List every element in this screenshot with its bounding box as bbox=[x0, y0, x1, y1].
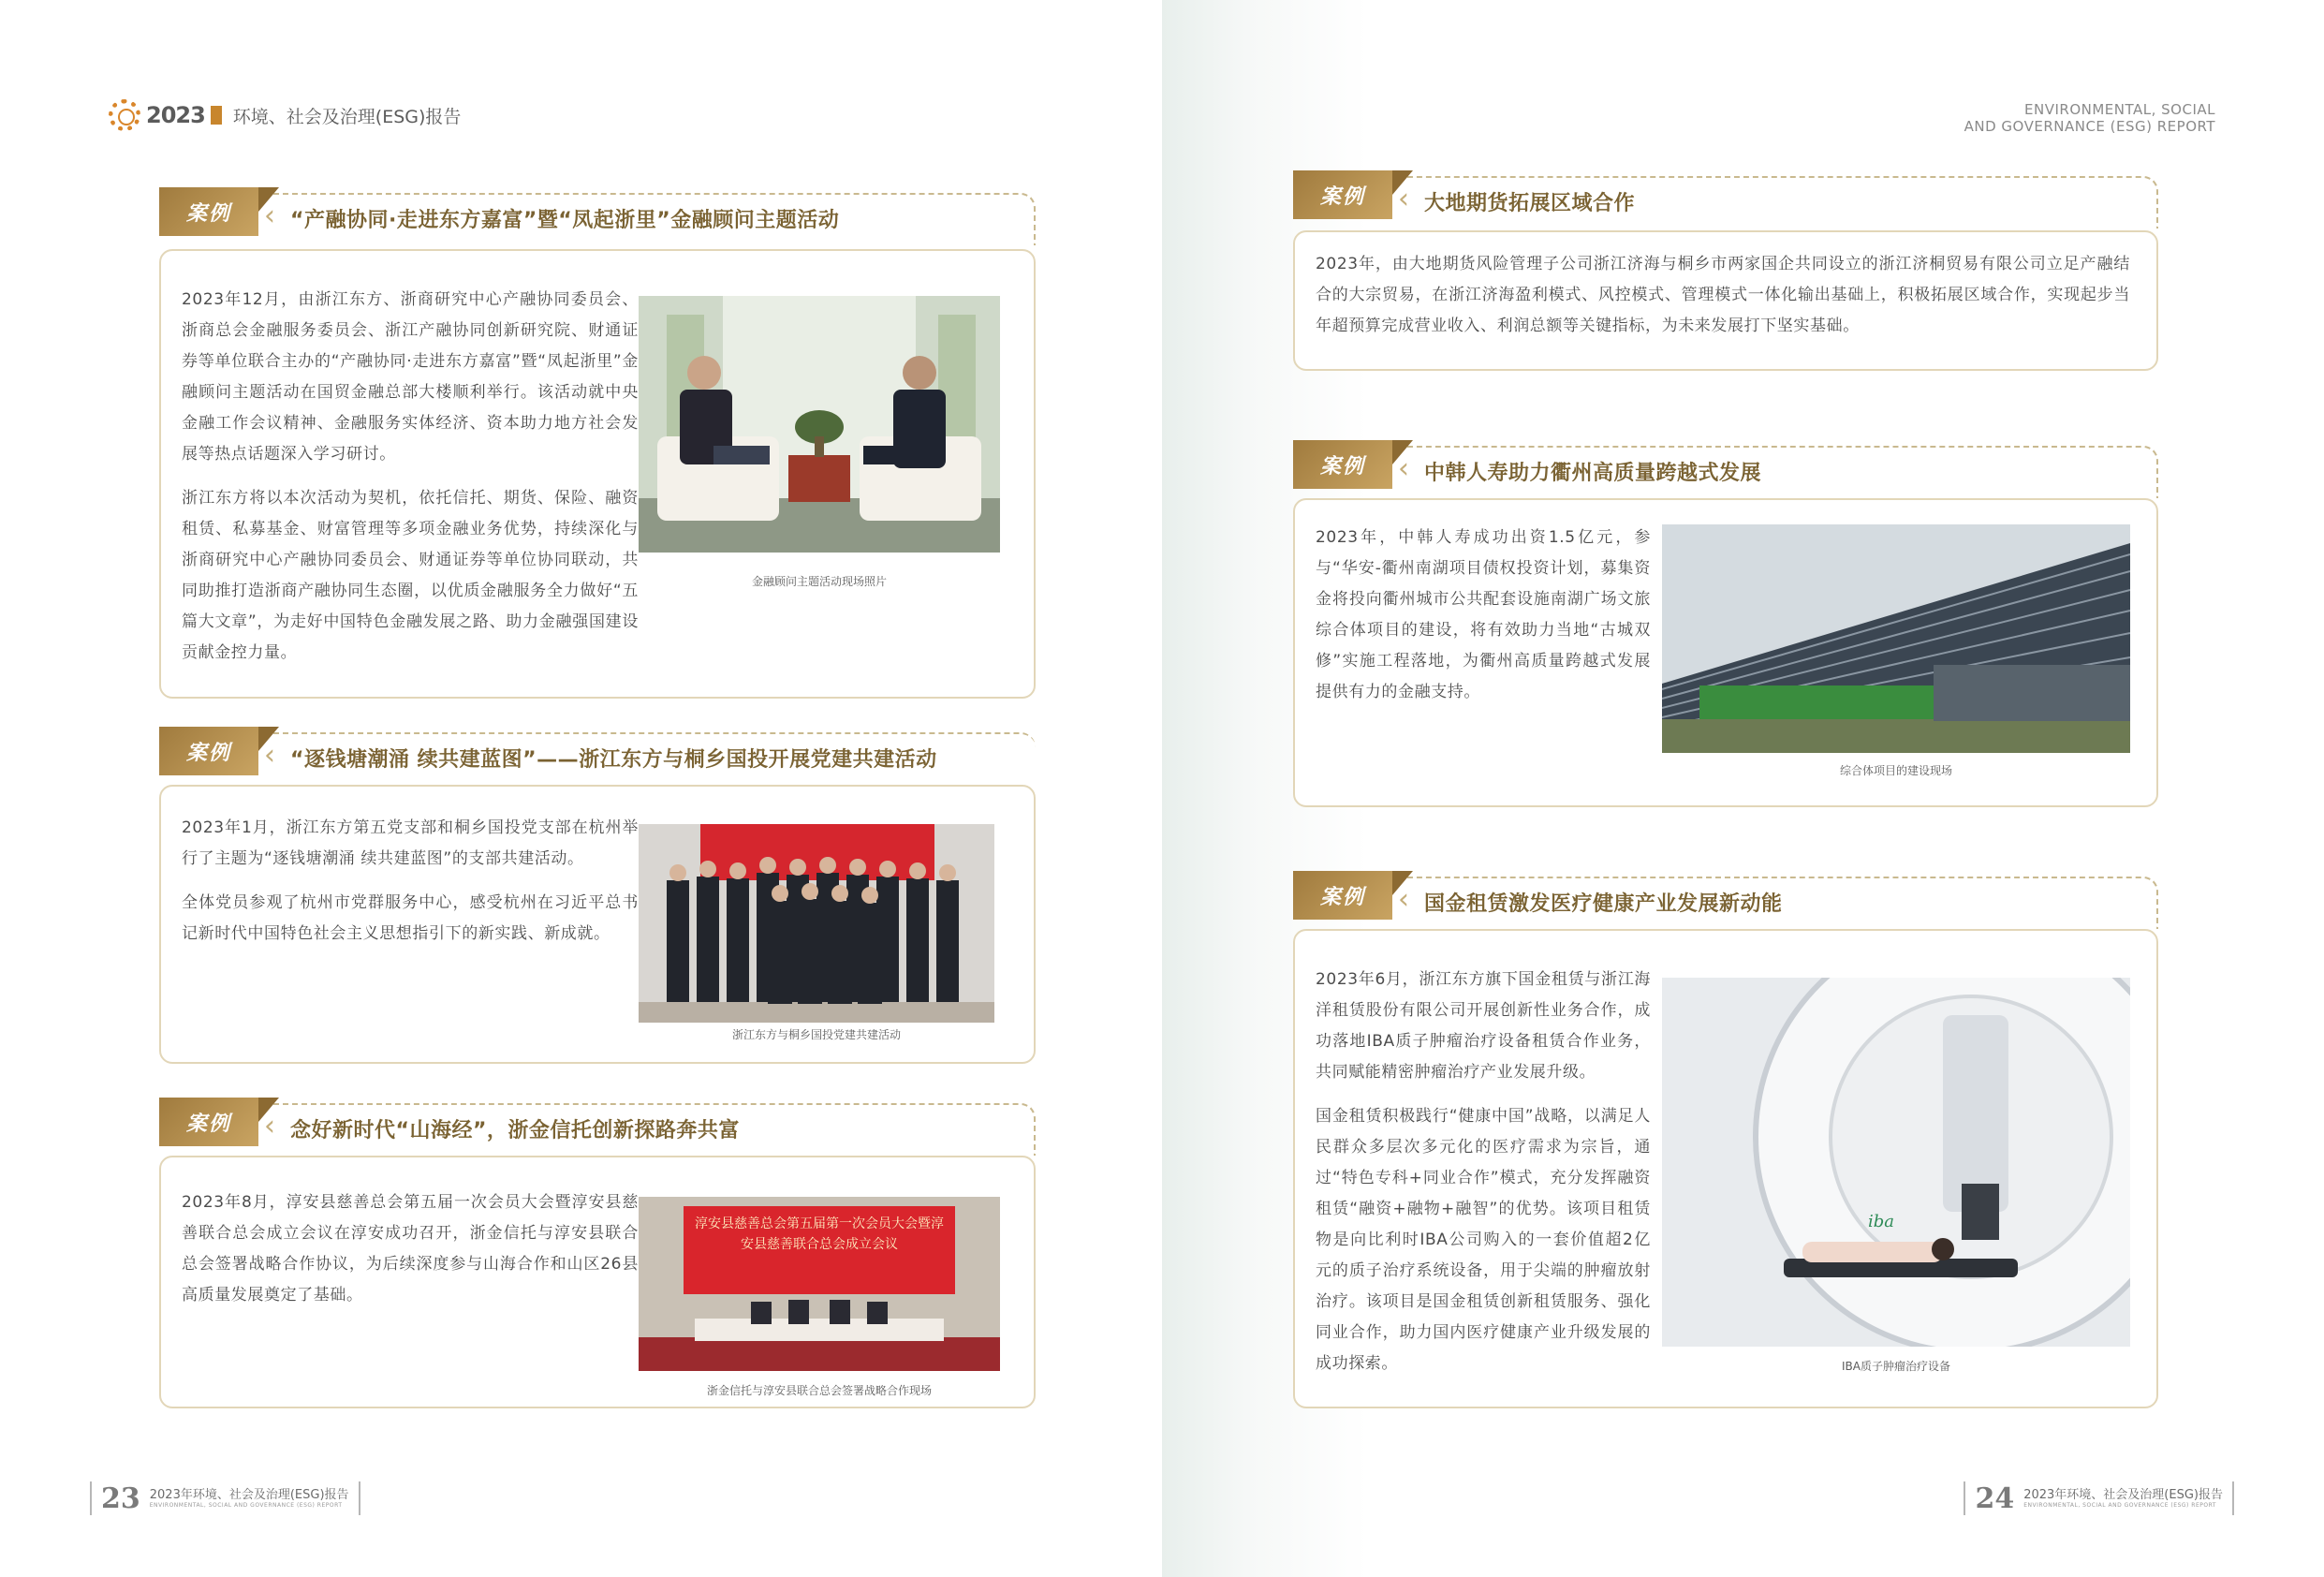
footer-divider bbox=[359, 1481, 360, 1515]
header-en-line2: AND GOVERNANCE (ESG) REPORT bbox=[1964, 118, 2215, 135]
footer-divider bbox=[2232, 1481, 2234, 1515]
device-label: iba bbox=[1868, 1212, 1895, 1231]
chevron-left-icon: ‹ bbox=[1398, 883, 1409, 916]
meeting-photo-illustration bbox=[639, 296, 1000, 553]
footer-subtitle: ENVIRONMENTAL, SOCIAL AND GOVERNANCE (ESG) REPORT bbox=[2023, 1501, 2216, 1509]
case-text bbox=[182, 813, 639, 950]
footer-divider bbox=[90, 1481, 92, 1515]
footer-divider bbox=[1964, 1481, 1965, 1515]
case-tag: 案例 bbox=[1293, 871, 1392, 920]
case-tag: 案例 bbox=[1293, 440, 1392, 489]
page-footer-right bbox=[1964, 1481, 2234, 1515]
paragraph: 2023年，由大地期货风险管理子公司浙江济海与桐乡市两家国企共同设立的浙江济桐贸易有限公司立足产融结合的大宗贸易，在浙江济海盈利模式、风控模式、管理模式一体化输出基础上，积极拓展区域合作，实现起步当年超预算完成营业收入、利润总额等关键指标，为未来发展打下坚实基础。 bbox=[1316, 255, 2130, 335]
case-text bbox=[1316, 249, 2130, 342]
case-block-3 bbox=[159, 1098, 1036, 1408]
paragraph: 2023年1月，浙江东方第五党支部和桐乡国投党支部在杭州举行了主题为“逐钱塘潮涌 续共建蓝图”的支部共建活动。 bbox=[182, 818, 639, 868]
chevron-left-icon: ‹ bbox=[264, 199, 275, 232]
chevron-left-icon: ‹ bbox=[1398, 452, 1409, 485]
sun-emblem-icon bbox=[109, 99, 140, 131]
case-title: “逐钱塘潮涌 续共建蓝图”——浙江东方与桐乡国投开展党建共建活动 bbox=[290, 748, 937, 772]
case-tag: 案例 bbox=[159, 187, 258, 236]
header-en-line1: ENVIRONMENTAL, SOCIAL bbox=[2024, 101, 2215, 118]
signing-photo bbox=[639, 1197, 1000, 1371]
case-text bbox=[1316, 965, 1651, 1379]
paragraph: 2023年8月，淳安县慈善总会第五届一次会员大会暨淳安县慈善联合总会成立会议在淳安成功召开，浙金信托与淳安县联合总会签署战略合作协议，为后续深度参与山海合作和山区26县高质量发展奠定了基础。 bbox=[182, 1193, 639, 1304]
case-block-5 bbox=[1293, 440, 2158, 807]
paragraph: 2023年6月，浙江东方旗下国金租赁与浙江海洋租赁股份有限公司开展创新性业务合作，成功落地IBA质子肿瘤治疗设备租赁合作业务，共同赋能精密肿瘤治疗产业发展升级。 bbox=[1316, 970, 1651, 1082]
running-header-en bbox=[1964, 101, 2215, 135]
photo-caption: 浙江东方与桐乡国投党建共建活动 bbox=[731, 1028, 901, 1041]
construction-photo bbox=[1662, 524, 2130, 753]
paragraph: 浙江东方将以本次活动为契机，依托信托、期货、保险、融资租赁、私募基金、财富管理等多项金融业务优势，持续深化与浙商研究中心产融协同委员会、财通证券等单位协同联动，共同助推打造浙商产融协同生态圈，以优质金融服务全力做好“五篇大文章”，为走好中国特色金融发展之路、助力金融强国建设贡献金控力量。 bbox=[182, 489, 639, 662]
case-title: 念好新时代“山海经”，浙金信托创新探路奔共富 bbox=[290, 1119, 740, 1142]
case-tag: 案例 bbox=[1293, 170, 1392, 219]
header-title: 环境、社会及治理(ESG)报告 bbox=[232, 106, 462, 127]
group-photo-illustration bbox=[639, 824, 994, 1023]
header-badge bbox=[211, 106, 222, 125]
case-block-6 bbox=[1293, 871, 2158, 1408]
case-tag: 案例 bbox=[159, 1098, 258, 1146]
page-footer-left bbox=[90, 1481, 360, 1515]
paragraph: 2023年，中韩人寿成功出资1.5亿元，参与“华安-衢州南湖项目债权投资计划，募集资金将投向衢州城市公共配套设施南湖广场文旅综合体项目的建设，将有效助力当地“古城双修”实施工程落地，为衢州高质量跨越式发展提供有力的金融支持。 bbox=[1316, 528, 1651, 701]
photo-caption: 浙金信托与淳安县联合总会签署战略合作现场 bbox=[706, 1384, 932, 1397]
case-title: 中韩人寿助力衢州高质量跨越式发展 bbox=[1424, 462, 1762, 485]
case-title: 大地期货拓展区域合作 bbox=[1424, 192, 1636, 215]
signing-banner-text: 淳安县慈善总会第五届第一次会员大会暨淳安县慈善联合总会成立会议 bbox=[695, 1216, 944, 1252]
construction-photo-illustration bbox=[1662, 524, 2130, 753]
case-title: 国金租赁激发医疗健康产业发展新动能 bbox=[1424, 892, 1783, 916]
case-block-4 bbox=[1293, 170, 2158, 371]
group-photo bbox=[639, 824, 994, 1023]
right-page bbox=[1162, 0, 2324, 1577]
chevron-left-icon: ‹ bbox=[264, 1110, 275, 1142]
case-text bbox=[182, 285, 639, 669]
proton-therapy-illustration bbox=[1662, 978, 2130, 1347]
paragraph: 2023年12月，由浙江东方、浙商研究中心产融协同委员会、浙商总会金融服务委员会、浙江产融协同创新研究院、财通证券等单位联合主办的“产融协同·走进东方嘉富”暨“凤起浙里”金融顾问主题活动在国贸金融总部大楼顺利举行。该活动就中央金融工作会议精神、金融服务实体经济、资本助力地方社会发展等热点话题深入学习研讨。 bbox=[182, 290, 639, 464]
page-number: 24 bbox=[1975, 1481, 2015, 1515]
case-block-2 bbox=[159, 727, 1036, 1064]
footer-subtitle: ENVIRONMENTAL, SOCIAL AND GOVERNANCE (ESG) REPORT bbox=[149, 1501, 343, 1509]
case-title: “产融协同·走进东方嘉富”暨“凤起浙里”金融顾问主题活动 bbox=[290, 209, 840, 232]
proton-therapy-photo bbox=[1662, 978, 2130, 1347]
case-tag: 案例 bbox=[159, 727, 258, 775]
case-text bbox=[1316, 523, 1651, 708]
chevron-left-icon: ‹ bbox=[264, 739, 275, 772]
photo-caption: 综合体项目的建设现场 bbox=[1839, 764, 1952, 777]
meeting-photo bbox=[639, 296, 1000, 553]
page-number: 23 bbox=[101, 1481, 140, 1515]
case-text bbox=[182, 1187, 639, 1311]
photo-caption: 金融顾问主题活动现场照片 bbox=[751, 575, 887, 588]
paragraph: 全体党员参观了杭州市党群服务中心，感受杭州在习近平总书记新时代中国特色社会主义思想指引下的新实践、新成就。 bbox=[182, 893, 639, 943]
case-block-1 bbox=[159, 187, 1036, 699]
header-year: 2023 bbox=[146, 102, 205, 128]
footer-title: 2023年环境、社会及治理(ESG)报告 bbox=[2023, 1487, 2223, 1502]
chevron-left-icon: ‹ bbox=[1398, 183, 1409, 215]
paragraph: 国金租赁积极践行“健康中国”战略，以满足人民群众多层次多元化的医疗需求为宗旨，通过“特色专科+同业合作”模式，充分发挥融资租赁“融资+融物+融智”的优势。该项目租赁物是向比利时IBA公司购入的一套价值超2亿元的质子治疗系统设备，用于尖端的肿瘤放射治疗。该项目是国金租赁创新租赁服务、强化同业合作，助力国内医疗健康产业升级发展的成功探索。 bbox=[1316, 1107, 1651, 1373]
photo-caption: IBA质子肿瘤治疗设备 bbox=[1842, 1360, 1950, 1373]
running-header bbox=[109, 99, 461, 131]
footer-title: 2023年环境、社会及治理(ESG)报告 bbox=[149, 1487, 349, 1502]
